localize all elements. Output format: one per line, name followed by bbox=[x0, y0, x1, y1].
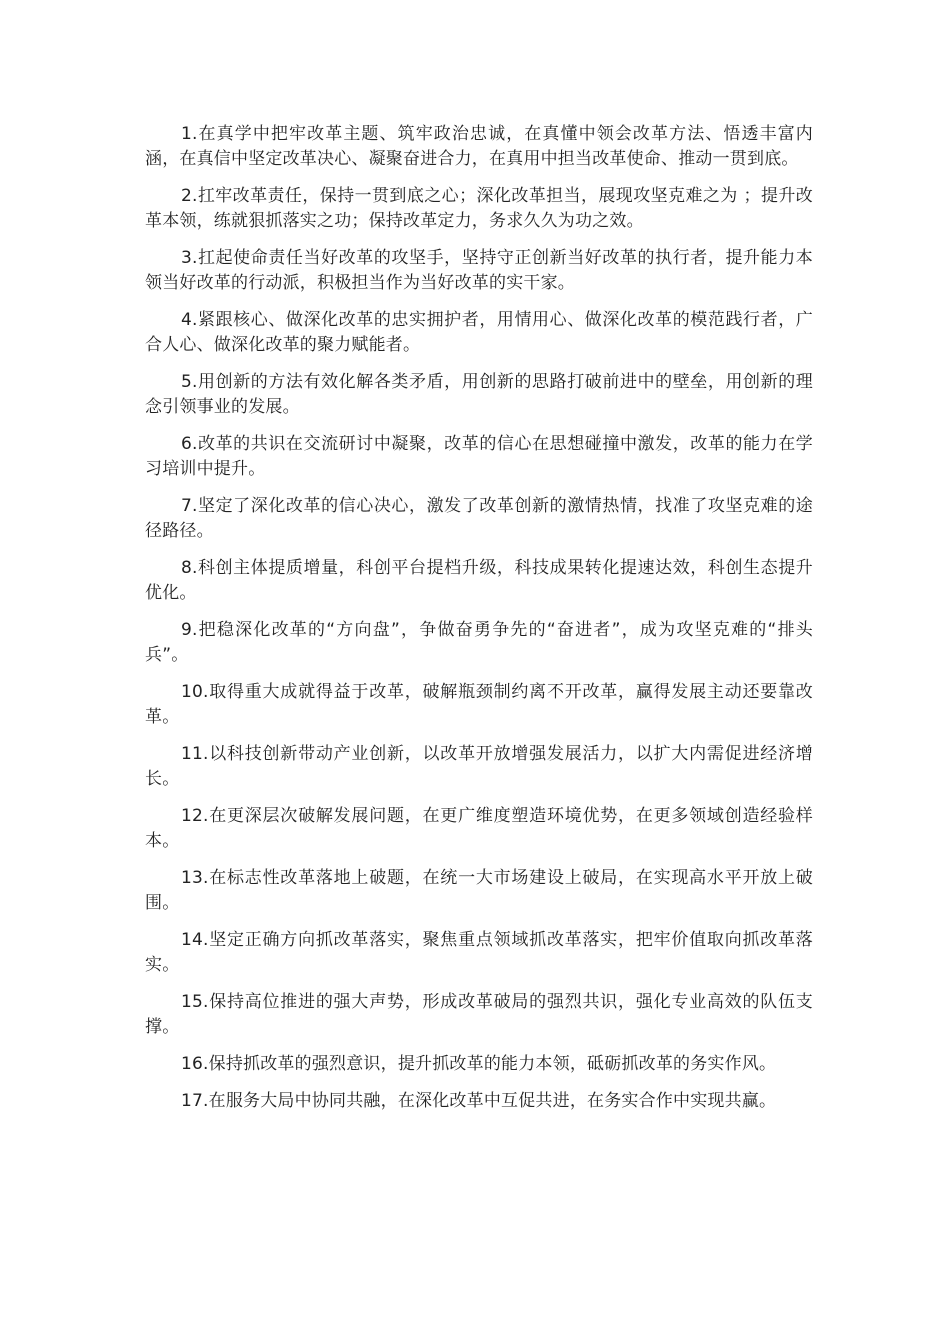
paragraph-3: 3.扛起使命责任当好改革的攻坚手，坚持守正创新当好改革的执行者，提升能力本领当好改革的行动派，积极担当作为当好改革的实干家。 bbox=[145, 248, 813, 293]
paragraph-6: 6.改革的共识在交流研讨中凝聚，改革的信心在思想碰撞中激发，改革的能力在学习培训中提升。 bbox=[145, 434, 813, 479]
paragraph-15: 15.保持高位推进的强大声势，形成改革破局的强烈共识，强化专业高效的队伍支撑。 bbox=[145, 992, 813, 1037]
paragraph-10: 10.取得重大成就得益于改革，破解瓶颈制约离不开改革，赢得发展主动还要靠改革。 bbox=[145, 682, 813, 727]
paragraph-7: 7.坚定了深化改革的信心决心，激发了改革创新的激情热情，找准了攻坚克难的途径路径。 bbox=[145, 496, 813, 541]
paragraph-14: 14.坚定正确方向抓改革落实，聚焦重点领域抓改革落实，把牢价值取向抓改革落实。 bbox=[145, 930, 813, 975]
paragraph-9: 9.把稳深化改革的“方向盘”，争做奋勇争先的“奋进者”，成为攻坚克难的“排头兵”。 bbox=[145, 620, 813, 665]
paragraph-8: 8.科创主体提质增量，科创平台提档升级，科技成果转化提速达效，科创生态提升优化。 bbox=[145, 558, 813, 603]
paragraph-16: 16.保持抓改革的强烈意识，提升抓改革的能力本领，砥砺抓改革的务实作风。 bbox=[181, 1054, 777, 1074]
paragraph-13: 13.在标志性改革落地上破题，在统一大市场建设上破局，在实现高水平开放上破围。 bbox=[145, 868, 813, 913]
paragraph-2: 2.扛牢改革责任，保持一贯到底之心；深化改革担当，展现攻坚克难之为 ；提升改革本领，练就狠抓落实之功；保持改革定力，务求久久为功之效。 bbox=[145, 186, 813, 231]
paragraph-5: 5.用创新的方法有效化解各类矛盾，用创新的思路打破前进中的壁垒，用创新的理念引领事业的发展。 bbox=[145, 372, 813, 417]
document-body bbox=[145, 122, 813, 1126]
paragraph-1: 1.在真学中把牢改革主题、筑牢政治忠诚，在真懂中领会改革方法、悟透丰富内涵，在真信中坚定改革决心、凝聚奋进合力，在真用中担当改革使命、推动一贯到底。 bbox=[145, 124, 813, 169]
paragraph-11: 11.以科技创新带动产业创新，以改革开放增强发展活力，以扩大内需促进经济增长。 bbox=[145, 744, 813, 789]
paragraph-17: 17.在服务大局中协同共融，在深化改革中互促共进，在务实合作中实现共赢。 bbox=[181, 1091, 777, 1111]
paragraph-4: 4.紧跟核心、做深化改革的忠实拥护者，用情用心、做深化改革的模范践行者，广合人心、做深化改革的聚力赋能者。 bbox=[145, 310, 813, 355]
paragraph-12: 12.在更深层次破解发展问题，在更广维度塑造环境优势，在更多领域创造经验样本。 bbox=[145, 806, 813, 851]
